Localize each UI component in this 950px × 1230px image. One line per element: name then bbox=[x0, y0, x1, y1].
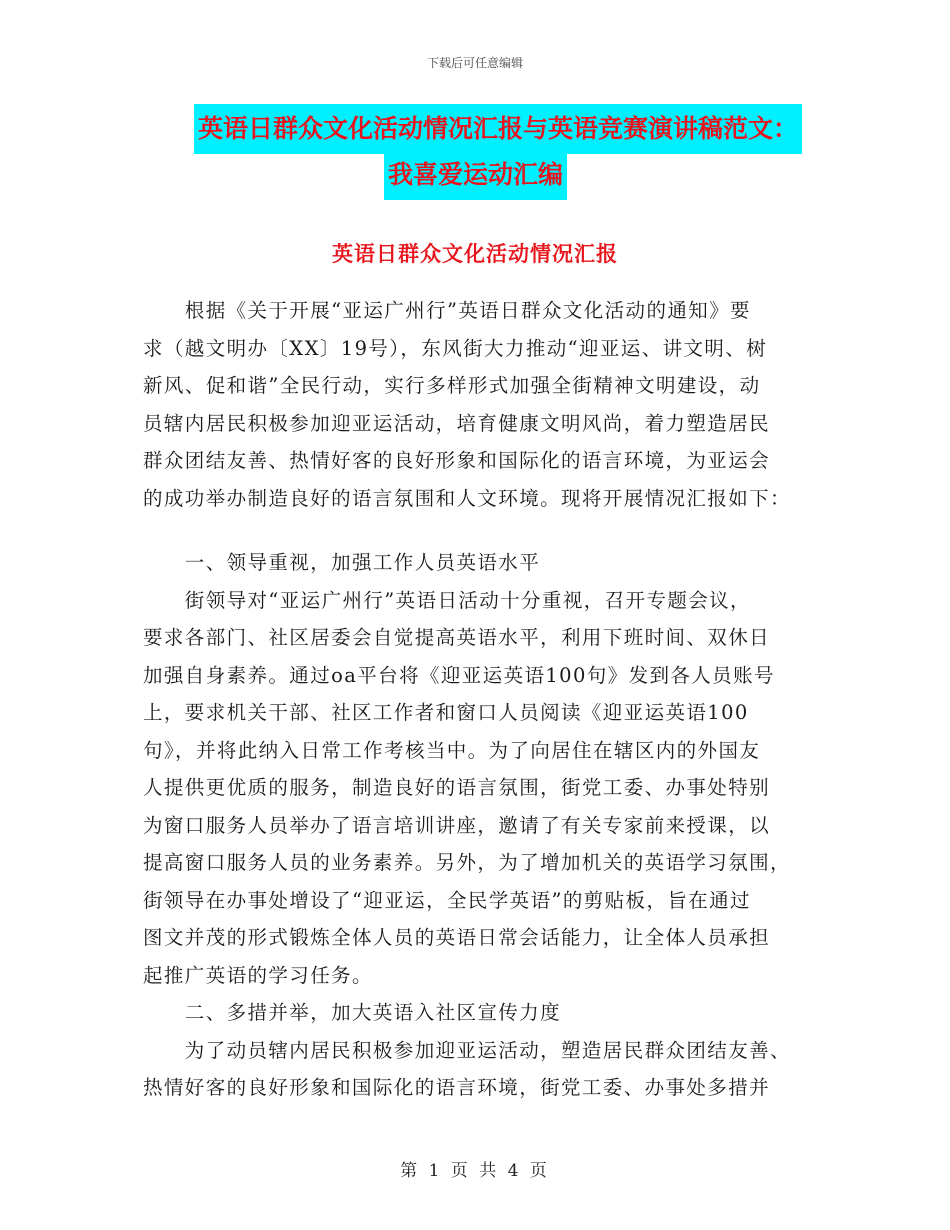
text-line: 为窗口服务人员举办了语言培训讲座，邀请了有关专家前来授课，以 bbox=[143, 813, 771, 837]
text-line: 街领导对“亚运广州行”英语日活动十分重视，召开专题会议， bbox=[143, 588, 751, 612]
text-line: 上，要求机关干部、社区工作者和窗口人员阅读《迎亚运英语100 bbox=[143, 701, 749, 724]
paragraph-intro bbox=[143, 292, 815, 517]
text-line: 提高窗口服务人员的业务素养。另外，为了增加机关的英语学习氛围， bbox=[143, 851, 791, 874]
text-line: 新风、促和谐”全民行动，实行多样形式加强全街精神文明建设，动 bbox=[143, 374, 761, 397]
text-line: 群众团结友善、热情好客的良好形象和国际化的语言环境，为亚运会 bbox=[143, 449, 771, 472]
page-footer: 第 1 页 共 4 页 bbox=[400, 1161, 550, 1181]
text-line: 一、领导重视，加强工作人员英语水平 bbox=[143, 551, 541, 574]
title-text-2: 我喜爱运动汇编 bbox=[384, 150, 567, 200]
title-text-1: 英语日群众文化活动情况汇报与英语竞赛演讲稿范文： bbox=[194, 104, 802, 154]
text-line: 要求各部门、社区居委会自觉提高英语水平，利用下班时间、双休日 bbox=[143, 626, 771, 649]
text-line: 的成功举办制造良好的语言氛围和人文环境。现将开展情况汇报如下： bbox=[143, 486, 791, 510]
section-title: 英语日群众文化活动情况汇报 bbox=[332, 241, 618, 266]
text-line: 句》，并将此纳入日常工作考核当中。为了向居住在辖区内的外国友 bbox=[143, 738, 761, 762]
text-line: 起推广英语的学习任务。 bbox=[143, 963, 373, 987]
text-line: 二、多措并举，加大英语入社区宣传力度 bbox=[143, 1001, 562, 1024]
text-line: 员辖内居民积极参加迎亚运活动，培育健康文明风尚，着力塑造居民 bbox=[143, 411, 771, 435]
text-line: 人提供更优质的服务，制造良好的语言氛围，街党工委、办事处特别 bbox=[143, 776, 771, 799]
text-line: 求（越文明办〔XX〕19号），东风街大力推动“迎亚运、讲文明、树 bbox=[143, 336, 768, 360]
text-line: 热情好客的良好形象和国际化的语言环境，街党工委、办事处多措并 bbox=[143, 1076, 771, 1099]
paragraph-body bbox=[143, 544, 815, 1107]
text-line: 加强自身素养。通过oa平台将《迎亚运英语100句》发到各人员账号 bbox=[143, 663, 775, 687]
document-title-line-1 bbox=[194, 104, 834, 154]
text-line: 图文并茂的形式锻炼全体人员的英语日常会话能力，让全体人员承担 bbox=[143, 926, 771, 949]
text-line: 为了动员辖内居民积极参加迎亚运活动，塑造居民群众团结友善、 bbox=[143, 1038, 791, 1062]
text-line: 根据《关于开展“亚运广州行”英语日群众文化活动的通知》要 bbox=[143, 299, 751, 322]
page-header-note: 下载后可任意编辑 bbox=[426, 56, 523, 70]
document-title-line-2 bbox=[384, 150, 584, 200]
text-line: 街领导在办事处增设了“迎亚运，全民学英语”的剪贴板，旨在通过 bbox=[143, 888, 751, 912]
